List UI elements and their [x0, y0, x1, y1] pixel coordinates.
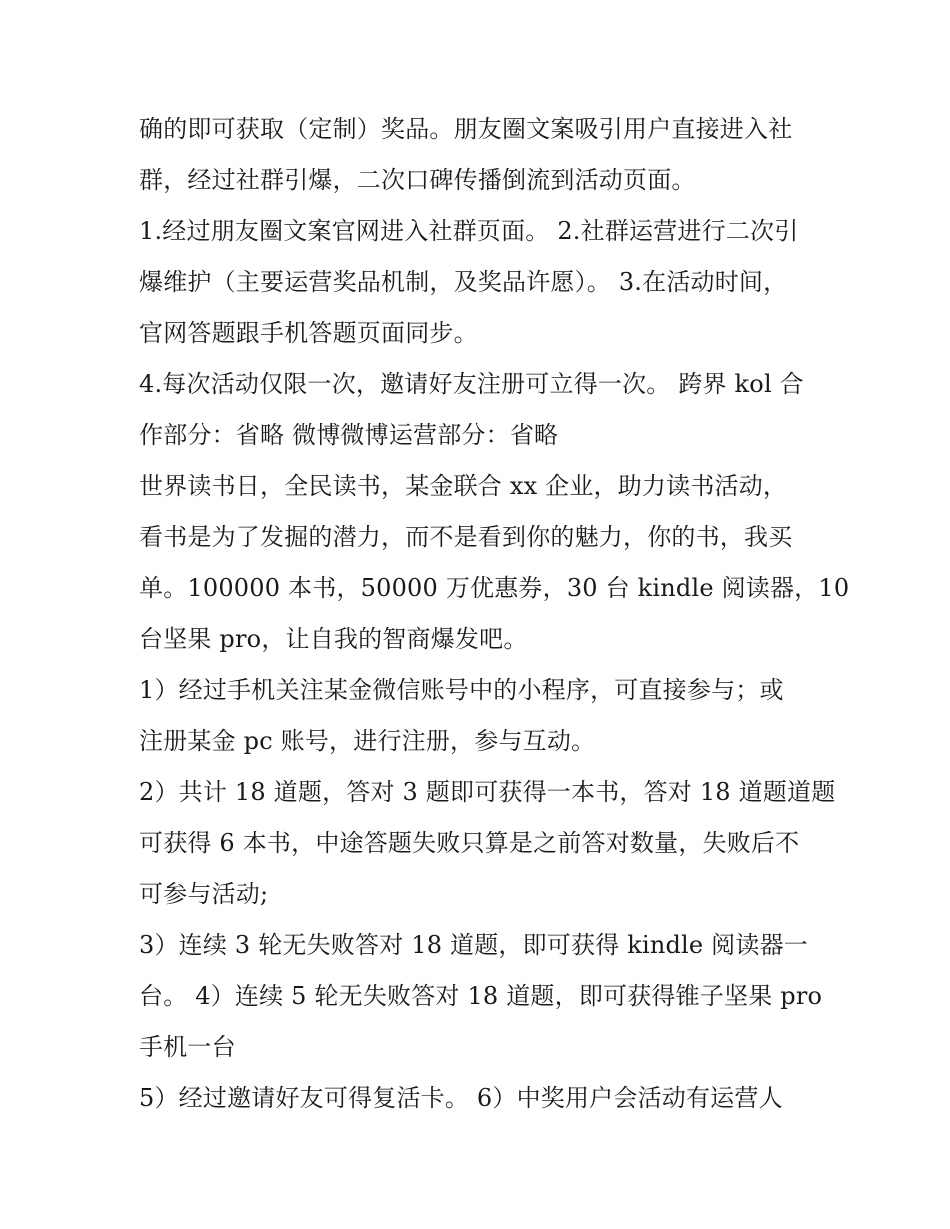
text-line: 世界读书日，全民读书，某金联合 xx 企业，助力读书活动，	[139, 472, 788, 500]
text-line: 1）经过手机关注某金微信账号中的小程序，可直接参与；或	[139, 676, 784, 704]
text-line: 3）连续 3 轮无失败答对 18 道题，即可获得 kindle 阅读器一	[139, 931, 808, 959]
text-line: 单。100000 本书，50000 万优惠券，30 台 kindle 阅读器，10	[139, 574, 850, 602]
text-line: 2）共计 18 道题，答对 3 题即可获得一本书，答对 18 道题道题	[139, 778, 836, 806]
text-line: 可参与活动;	[139, 880, 269, 908]
text-line: 确的即可获取（定制）奖品。朋友圈文案吸引用户直接进入社	[139, 115, 793, 143]
text-line: 作部分：省略 微博微博运营部分：省略	[139, 421, 559, 449]
text-line: 注册某金 pc 账号，进行注册，参与互动。	[139, 727, 596, 755]
text-line: 台坚果 pro，让自我的智商爆发吧。	[139, 625, 528, 653]
text-line: 爆维护（主要运营奖品机制，及奖品许愿）。 3.在活动时间，	[139, 268, 788, 296]
text-line: 1.经过朋友圈文案官网进入社群页面。 2.社群运营进行二次引	[139, 217, 799, 245]
text-line: 台。 4）连续 5 轮无失败答对 18 道题，即可获得锥子坚果 pro	[139, 982, 823, 1010]
text-line: 手机一台	[139, 1033, 236, 1061]
text-line: 4.每次活动仅限一次，邀请好友注册可立得一次。 跨界 kol 合	[139, 370, 804, 398]
text-line: 可获得 6 本书，中途答题失败只算是之前答对数量，失败后不	[139, 829, 800, 857]
text-line: 5）经过邀请好友可得复活卡。 6）中奖用户会活动有运营人	[139, 1084, 783, 1112]
text-line: 看书是为了发掘的潜力，而不是看到你的魅力，你的书，我买	[139, 523, 793, 551]
text-line: 官网答题跟手机答题页面同步。	[139, 319, 478, 347]
text-line: 群，经过社群引爆，二次口碑传播倒流到活动页面。	[139, 166, 696, 194]
